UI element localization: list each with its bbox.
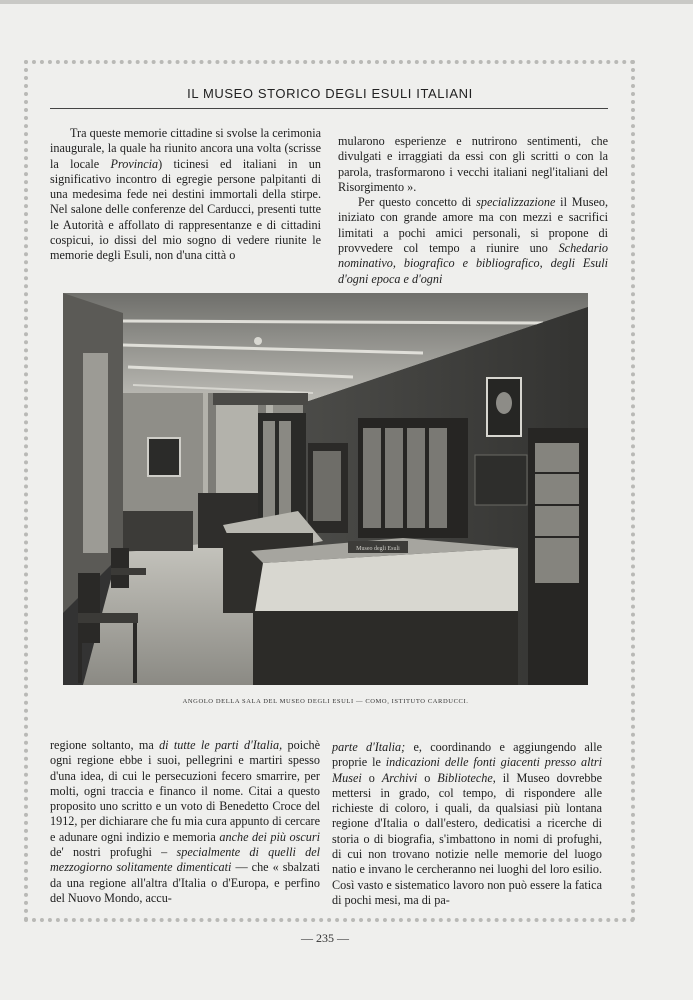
text-span: Tra queste memorie cittadine si svolse la cerimonia inaugurale, la quale ha riunito ancora una volta (scrisse la locale [50, 126, 321, 171]
text-span: poichè ogni regione ebbe i suoi, pellegrini e martiri spesso d'una idea, di cui le persecuzioni fecero smarrire, per molti, ogni traccia e financo il nome. Citai a questo proposito uno scritto e un voto di Benedetto Croce del 1912, per dichiarare che fu mia cura appunto di cercare e adunare ogni indizio e memoria [50, 738, 320, 844]
text-span: il Museo, iniziato con grande amore ma con mezzi e sacrifici limitati a pochi amici personali, si propone di provvedere col tempo a riunire uno [338, 195, 609, 256]
text-column-top-right [338, 134, 608, 287]
text-span: — che « sbalzati da una regione all'altra d'Italia o d'Europa, e perfino del Nuovo Mondo, accu- [50, 860, 320, 905]
italic-span: indicazioni delle fonti giacenti presso altri Musei [332, 755, 602, 785]
italic-span: specializzazione [476, 195, 556, 210]
photo-caption: ANGOLO DELLA SALA DEL MUSEO DEGLI ESULI — COMO, ISTITUTO CARDUCCI. [182, 698, 469, 705]
running-title: IL MUSEO STORICO DEGLI ESULI ITALIANI [187, 86, 473, 101]
italic-span: anche dei più oscuri [219, 829, 320, 844]
text-span: regione soltanto, ma [50, 738, 160, 752]
text-column-bottom-right [332, 740, 602, 908]
case-plaque: Museo degli Esuli [356, 546, 400, 552]
italic-span: di tutte le parti d'Italia, [159, 738, 283, 752]
text-span: Per questo concetto di [358, 195, 477, 210]
paragraph-continuation: mularono esperienze e nutrirono sentimenti, che divulgati e irraggiati da essi con gli scritti o con la parola, trasformarono i vecchi italiani negl'italiani del Risorgimento ». [338, 134, 608, 194]
page-top-edge [0, 0, 693, 4]
italic-span: Biblioteche [437, 770, 493, 785]
italic-span: specialmente di quelli del mezzogiorno solitamente dimenticati [50, 845, 320, 875]
paragraph-regions [50, 738, 320, 906]
italic-span: Provincia [110, 156, 159, 171]
paragraph-sources [332, 740, 602, 908]
museum-room-photo [63, 293, 588, 685]
text-span: ) ticinesi ed italiani in un significativo incontro di egregie persone palpitanti di una medesima fede nei destini immortali della stirpe. Nel salone delle conferenze del Carducci, presenti tutte le Autorità e affollato di rappresentanze e di cittadini cospicui, io dissi del mio sogno di vedere riunite le memorie degli Esuli, non d'una città o [50, 156, 321, 263]
text-span: , il Museo dovrebbe mettersi in grado, col tempo, di rispondere alle richieste di coloro, i quali, da qualsiasi più lontana regione d'Italia o dall'estero, dedicatisi a ricerche di storia o di biografia, s'imbattono in nomi di profughi, di cui non trovano notizie nelle memorie del luogo natio e invano le cercheranno nei luoghi del loro esilio. Così vasto e sistematico lavoro non può essere la fatica di pochi mesi, ma di pa- [332, 770, 603, 907]
italic-span: Schedario nominativo, biografico e bibliografico, degli Esuli d'ogni epoca e d'ogni [338, 241, 608, 286]
italic-span: Archivi [381, 770, 418, 785]
text-span: o [361, 770, 382, 785]
text-column-bottom-left [50, 738, 320, 906]
text-span: de' nostri profughi – [50, 845, 177, 860]
title-rule [50, 108, 608, 109]
photo-illustration [63, 293, 588, 685]
page-number: — 235 — [301, 931, 349, 945]
paragraph-specialization [338, 195, 608, 287]
text-span: e, coordinando e aggiungendo alle proprie le [332, 740, 602, 770]
paragraph-inauguration [50, 126, 321, 264]
text-column-top-left [50, 126, 321, 264]
text-span: o [417, 770, 438, 785]
italic-span: parte d'Italia; [332, 740, 406, 754]
